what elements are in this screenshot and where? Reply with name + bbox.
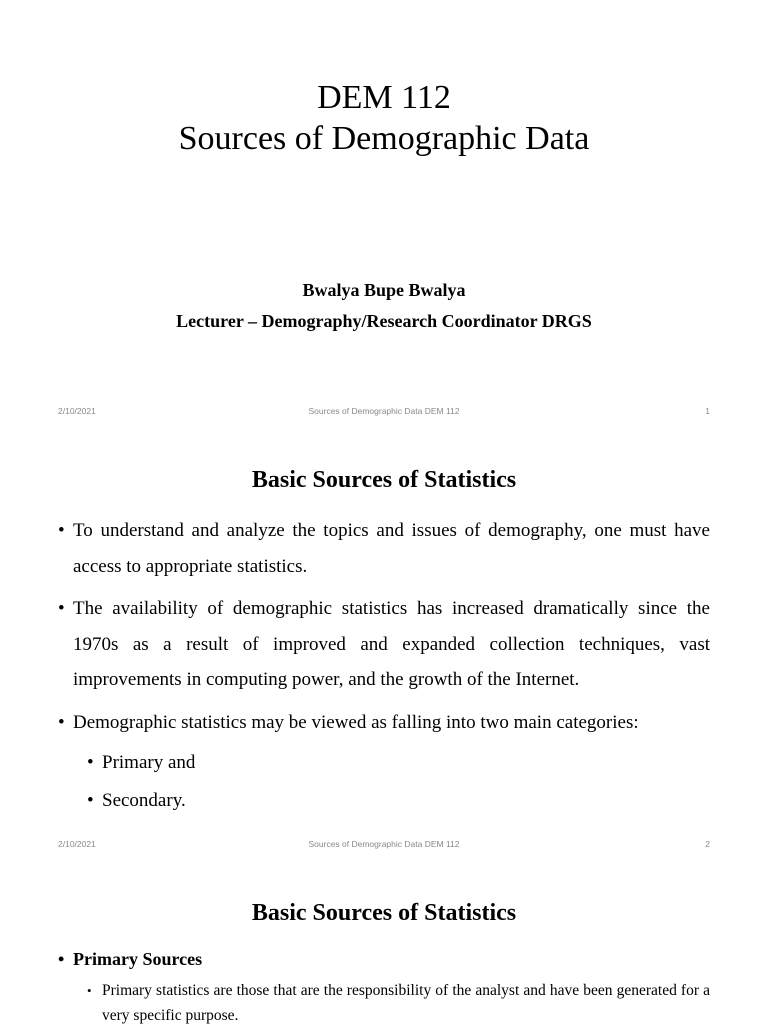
bullet-icon: • (58, 949, 65, 969)
sub-bullet-item (58, 785, 710, 817)
sub-bullet-text: Primary and (102, 752, 196, 773)
bullet-item (58, 705, 710, 741)
bullet-icon: • (58, 711, 65, 733)
bullet-item (58, 946, 710, 972)
bullet-item (58, 513, 710, 584)
slide-3 (0, 866, 768, 1024)
bullet-text: Demographic statistics may be viewed as falling into two main categories: (73, 711, 639, 733)
bullet-list (58, 946, 710, 1028)
bullet-icon: • (87, 790, 94, 811)
footer-date: 2/10/2021 (58, 406, 96, 416)
bullet-list (58, 513, 710, 823)
slide-2 (0, 433, 768, 866)
footer-date: 2/10/2021 (58, 839, 96, 849)
bullet-icon: • (87, 752, 94, 773)
slide-heading: Basic Sources of Statistics (251, 900, 517, 926)
bullet-text: Primary Sources (73, 949, 203, 969)
slide-footer (0, 406, 768, 420)
sub-bullet-text: Primary statistics are those that are the responsibility of the analyst and have been generated for a very specific purpose. (102, 982, 710, 1024)
footer-page-number: 2 (705, 839, 710, 849)
bullet-item (58, 591, 710, 698)
slide-title-course-code: DEM 112 (317, 79, 451, 116)
slide-1 (0, 0, 768, 433)
slide-footer (0, 839, 768, 853)
bullet-text: To understand and analyze the topics and issues of demography, one must have access to appropriate statistics. (73, 520, 710, 577)
bullet-icon: • (58, 598, 65, 619)
sub-bullet-text: Secondary. (102, 790, 186, 811)
sub-bullet-item (58, 978, 710, 1028)
footer-page-number: 1 (705, 406, 710, 416)
author-role: Lecturer – Demography/Research Coordinator DRGS (176, 311, 592, 331)
bullet-text: The availability of demographic statistics has increased dramatically since the 1970s as a result of improved and expanded collection techniques, vast improvements in computing power, and the growth of the Internet. (73, 598, 710, 690)
sub-bullet-item (58, 747, 710, 779)
slide-title: Sources of Demographic Data (178, 120, 590, 157)
author-name: Bwalya Bupe Bwalya (302, 280, 466, 300)
bullet-icon: • (87, 983, 92, 998)
bullet-icon: • (58, 520, 65, 541)
footer-title: Sources of Demographic Data DEM 112 (308, 839, 460, 849)
slide-heading: Basic Sources of Statistics (251, 467, 517, 493)
footer-title: Sources of Demographic Data DEM 112 (308, 406, 460, 416)
